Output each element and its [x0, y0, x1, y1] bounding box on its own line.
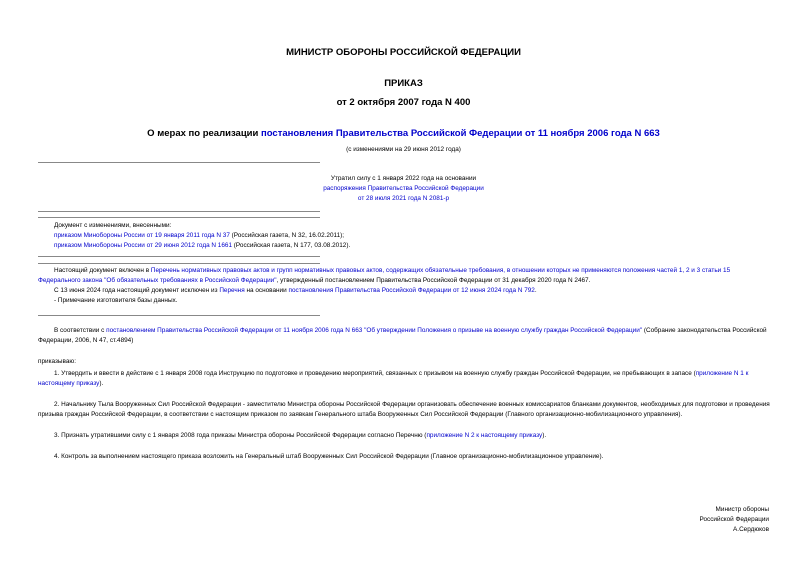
notice-paragraph: С 13 июня 2024 года настоящий документ исключен из Перечня на основании постановления Правительства Российской Федерации от 12 июня 2024 года N 792. [54, 287, 537, 294]
expired-link-1[interactable]: распоряжения Правительства Российской Федерации [323, 185, 484, 192]
notice-link[interactable]: Перечень нормативных правовых актов и групп нормативных правовых актов, содержащих обязательные требования, в отношении которых не применяются положения частей 1, 2 и 3 статьи 15 Федерального закона "Об обязательных требованиях в Российской Федерации" [38, 267, 731, 284]
document-type: ПРИКАЗ [384, 78, 423, 89]
change-link[interactable]: приказом Минобороны России от 19 января 2011 года N 37 [54, 232, 230, 239]
document-title [0, 128, 807, 139]
expired-link-2[interactable]: от 28 июля 2021 года N 2081-р [357, 195, 450, 202]
divider [38, 162, 320, 163]
expired-line: Утратил силу с 1 января 2022 года на основании [330, 175, 477, 182]
divider [38, 217, 320, 218]
notice-paragraph: Настоящий документ включен в Перечень нормативных правовых актов и групп нормативных правовых актов, содержащих обязательные требования, в отношении которых не применяются положения частей 1, 2 и 3 статьи 15 Федерального закона "Об обязательных требованиях в Российской Федерации", утвержденный постановлением Правительства Российской Федерации от 31 декабря 2020 года N 2467. [38, 267, 731, 284]
change-link[interactable]: приказом Минобороны России от 29 июня 2012 года N 1661 [54, 242, 233, 249]
document-date-number: от 2 октября 2007 года N 400 [336, 97, 471, 108]
order-item-1: 1. Утвердить и ввести в действие с 1 января 2008 года Инструкцию по подготовке и проведению мероприятий, связанных с призывом на военную службу граждан Российской Федерации, не пребывающих в запасе (приложение N 1 к настоящему приказу). [38, 370, 749, 387]
signature-position: Министр обороны [715, 506, 769, 513]
divider [38, 315, 320, 316]
expired-notice [0, 174, 807, 204]
orders-word: приказываю: [38, 358, 76, 365]
list-item: приказом Минобороны России от 29 июня 2012 года N 1661 (Российская газета, N 177, 03.08.2012). [54, 242, 351, 249]
notice-link[interactable]: Перечня [219, 287, 245, 294]
divider [38, 256, 320, 257]
preamble: В соответствии с постановлением Правительства Российской Федерации от 11 ноября 2006 года N 663 "Об утверждении Положения о призыве на военную службу граждан Российской Федерации" (Собрание законодательства Российской Федерации, 2006, N 47, ст.4894) [38, 327, 767, 344]
notice-link[interactable]: постановления Правительства Российской Федерации от 12 июня 2024 года N 792 [288, 287, 535, 294]
appendix-2-link[interactable]: приложение N 2 к настоящему приказу [426, 432, 543, 439]
order-item-2: 2. Начальнику Тыла Вооруженных Сил Российской Федерации - заместителю Министра обороны Российской Федерации организовать обеспечение военных комиссариатов бланками документов, необходимых для подготовки и проведения призыва граждан Российской Федерации, в соответствии с настоящим приказом по заявкам Генерального штаба Вооруженных Сил Российской Федерации (Главного организационно-мобилизационного управления). [38, 401, 770, 418]
list-item: приказом Минобороны России от 19 января 2011 года N 37 (Российская газета, N 32, 16.02.2011); [54, 232, 345, 239]
notice-footnote: - Примечание изготовителя базы данных. [54, 297, 178, 304]
signature-name: А.Сердюков [733, 526, 769, 533]
order-item-4: 4. Контроль за выполнением настоящего приказа возложить на Генеральный штаб Вооруженных Сил Российской Федерации (Главное организационно-мобилизационное управление). [54, 453, 604, 460]
amended-note: (с изменениями на 29 июня 2012 года) [346, 146, 461, 153]
authority-title: МИНИСТР ОБОРОНЫ РОССИЙСКОЙ ФЕДЕРАЦИИ [286, 47, 521, 58]
order-body [38, 326, 770, 462]
database-notice [38, 266, 770, 306]
changes-intro: Документ с изменениями, внесенными: [54, 222, 172, 229]
divider [38, 211, 320, 212]
title-link[interactable]: постановления Правительства Российской Федерации от 11 ноября 2006 года N 663 [261, 128, 660, 139]
preamble-link[interactable]: постановлением Правительства Российской Федерации от 11 ноября 2006 года N 663 "Об утверждении Положения о призыве на военную службу граждан Российской Федерации" [106, 327, 643, 334]
signature-block [700, 505, 770, 535]
order-item-3: 3. Признать утратившими силу с 1 января 2008 года приказы Министра обороны Российской Федерации согласно Перечню (приложение N 2 к настоящему приказу). [54, 432, 547, 439]
signature-organization: Российской Федерации [699, 516, 769, 523]
title-prefix: О мерах по реализации [147, 128, 261, 139]
divider [38, 263, 320, 264]
appendix-1-link[interactable]: приложение N 1 к настоящему приказу [38, 370, 749, 387]
changes-block [54, 221, 754, 251]
